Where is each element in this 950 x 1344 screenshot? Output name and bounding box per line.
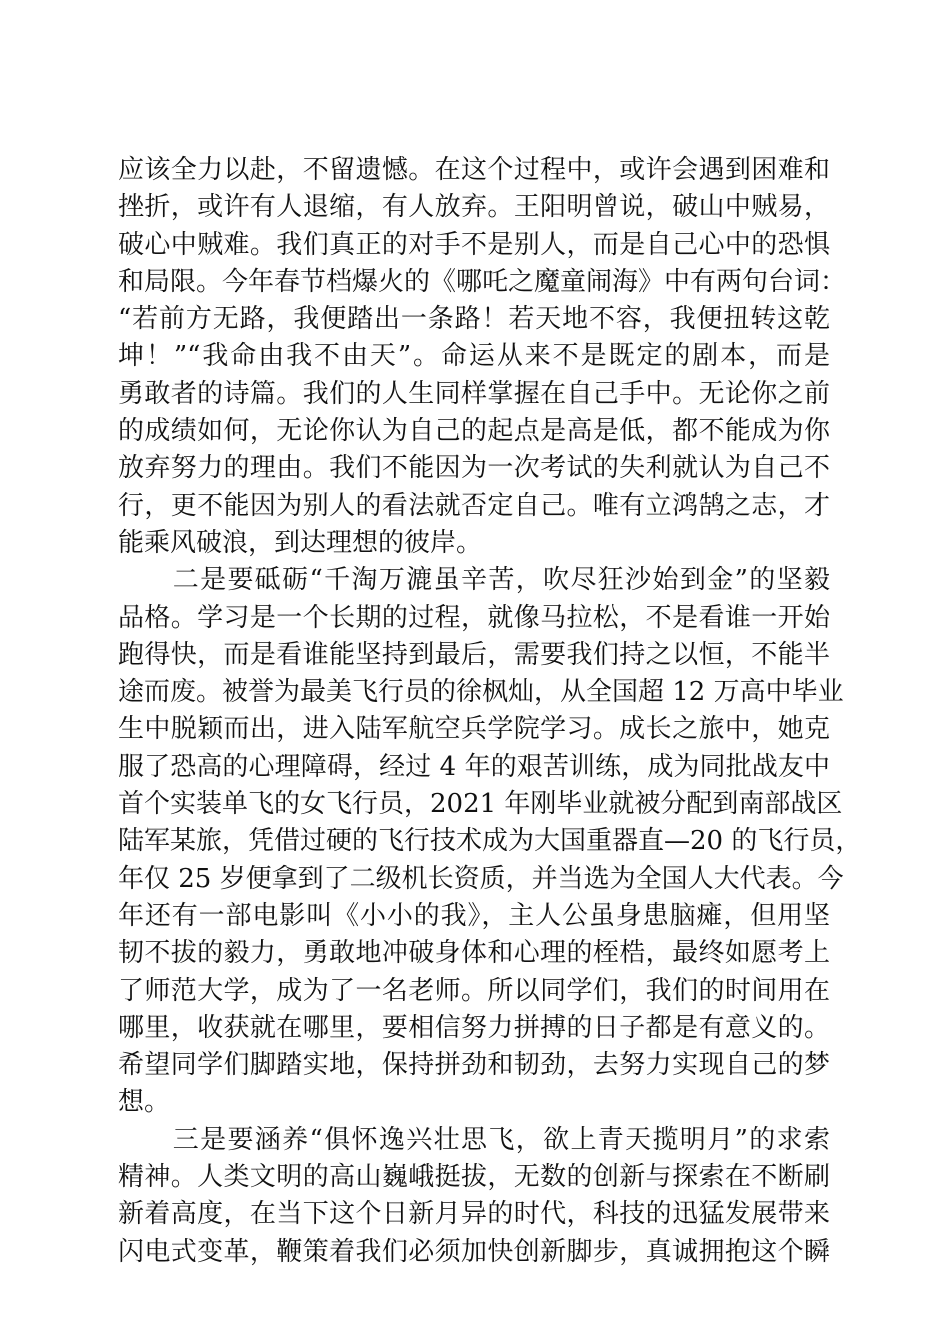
text-line: 行，更不能因为别人的看法就否定自己。唯有立鸿鹄之志，才: [118, 490, 830, 521]
text-line: 年还有一部电影叫《小小的我》，主人公虽身患脑瘫，但用坚: [118, 900, 830, 931]
text-line: 生中脱颖而出，进入陆军航空兵学院学习。成长之旅中，她克: [118, 714, 830, 745]
text-line: 应该全力以赴，不留遗憾。在这个过程中，或许会遇到困难和: [118, 155, 830, 185]
text-line: 年仅 25 岁便拿到了二级机长资质，并当选为全国人大代表。今: [118, 863, 844, 894]
text-line: 坤！”“我命由我不由天”。命运从来不是既定的剧本，而是: [118, 341, 830, 372]
text-line: 韧不拔的毅力，勇敢地冲破身体和心理的桎梏，最终如愿考上: [118, 938, 830, 969]
text-line: 勇敢者的诗篇。我们的人生同样掌握在自己手中。无论你之前: [118, 378, 830, 409]
text-line: 新着高度，在当下这个日新月异的时代，科技的迅猛发展带来: [118, 1199, 830, 1230]
text-line: 服了恐高的心理障碍，经过 4 年的艰苦训练，成为同批战友中: [118, 751, 830, 782]
text-line: 精神。人类文明的高山巍峨挺拔，无数的创新与探索在不断刷: [118, 1162, 830, 1193]
text-line: 挫折，或许有人退缩，有人放弃。王阳明曾说，破山中贼易，: [118, 192, 830, 223]
text-line: 品格。学习是一个长期的过程，就像马拉松，不是看谁一开始: [118, 602, 830, 633]
text-line: 和局限。今年春节档爆火的《哪吒之魔童闹海》中有两句台词：: [118, 266, 847, 297]
text-line: 的成绩如何，无论你认为自己的起点是高是低，都不能成为你: [118, 416, 830, 447]
text-line: 首个实装单飞的女飞行员，2021 年刚毕业就被分配到南部战区: [118, 789, 843, 820]
text-line: 跑得快，而是看谁能坚持到最后，需要我们持之以恒，不能半: [118, 639, 830, 670]
text-line: 能乘风破浪，到达理想的彼岸。: [118, 527, 483, 558]
paragraph-3: [118, 1122, 830, 1271]
paragraph-2: [118, 562, 862, 1121]
text-line: 放弃努力的理由。我们不能因为一次考试的失利就认为自己不: [118, 453, 830, 484]
body-text: [118, 152, 862, 1271]
text-line: “若前方无路，我便踏出一条路！若天地不容，我便扭转这乾: [118, 304, 830, 335]
text-line: 哪里，收获就在哪里，要相信努力拼搏的日子都是有意义的。: [118, 1012, 830, 1043]
text-line: 陆军某旅，凭借过硬的飞行技术成为大国重器直—20 的飞行员，: [118, 826, 862, 857]
paragraph-1: [118, 152, 847, 562]
text-line: 二是要砥砺“千淘万漉虽辛苦，吹尽狂沙始到金”的坚毅: [118, 565, 830, 596]
text-line: 想。: [118, 1087, 171, 1118]
text-line: 途而废。被誉为最美飞行员的徐枫灿，从全国超 12 万高中毕业: [118, 677, 844, 708]
text-line: 破心中贼难。我们真正的对手不是别人，而是自己心中的恐惧: [118, 229, 830, 260]
text-line: 希望同学们脚踏实地，保持拼劲和韧劲，去努力实现自己的梦: [118, 1050, 830, 1081]
text-line: 了师范大学，成为了一名老师。所以同学们，我们的时间用在: [118, 975, 830, 1006]
text-line: 闪电式变革，鞭策着我们必须加快创新脚步，真诚拥抱这个瞬: [118, 1236, 830, 1267]
text-line: 三是要涵养“俱怀逸兴壮思飞，欲上青天揽明月”的求索: [118, 1124, 830, 1155]
